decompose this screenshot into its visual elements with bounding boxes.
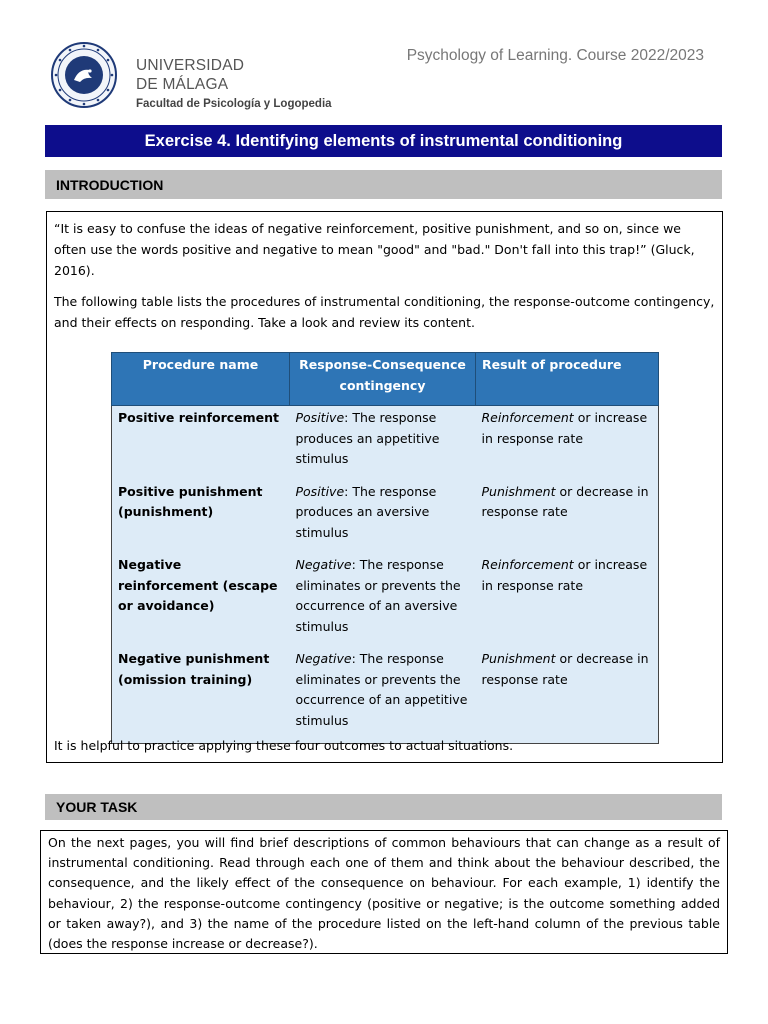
result-type: Reinforcement — [481, 410, 574, 425]
table-row — [112, 406, 659, 482]
result-text: or increase in response rate — [481, 410, 648, 446]
contingency-sign: Positive — [295, 410, 345, 425]
procedure-cell: Negative punishment (omission training) — [112, 649, 290, 744]
contingency-cell — [290, 649, 476, 744]
result-text: or increase in response rate — [481, 557, 648, 593]
intro-paragraph: The following table lists the procedures of instrumental conditioning, the response-outcome contingency, and their effects on responding. Take a look and review its content. — [54, 294, 715, 330]
course-label: Psychology of Learning. Course 2022/2023 — [406, 47, 704, 64]
header-contingency: Response-Consequence contingency — [290, 353, 476, 406]
result-type: Reinforcement — [481, 557, 574, 572]
contingency-text: : The response eliminates or prevents the occurrence of an aversive stimulus — [295, 557, 461, 634]
contingency-text: : The response produces an appetitive stimulus — [295, 410, 440, 466]
introduction-heading: INTRODUCTION — [45, 170, 722, 199]
introduction-box — [46, 211, 723, 763]
task-text: On the next pages, you will find brief descriptions of common behaviours that can change as a result of instrumental conditioning. Read through each one of them and think about the behaviour described, the consequence, and the likely effect of the consequence on behaviour. For each example, 1) identify the behaviour, 2) the response-outcome contingency (positive or negative; is the outcome something added or taken away?), and 3) the name of the procedure listed on the left-hand column of the previous table (does the response increase or decrease?). — [48, 835, 720, 952]
contingency-text: : The response eliminates or prevents the occurrence of an appetitive stimulus — [295, 651, 468, 728]
table-row — [112, 482, 659, 556]
contingency-sign: Negative — [295, 557, 352, 572]
contingency-cell — [290, 482, 476, 556]
result-text: or decrease in response rate — [481, 651, 649, 687]
procedures-table — [111, 352, 659, 744]
task-box — [40, 830, 728, 954]
faculty-name: Facultad de Psicología y Logopedia — [136, 98, 332, 110]
header-result: Result of procedure — [476, 353, 659, 406]
header-procedure-name: Procedure name — [112, 353, 290, 406]
table-header-row — [112, 353, 659, 406]
university-name — [136, 56, 244, 94]
procedure-cell: Positive punishment (punishment) — [112, 482, 290, 556]
table-row — [112, 649, 659, 744]
result-cell — [476, 406, 659, 482]
result-cell — [476, 555, 659, 649]
contingency-cell — [290, 406, 476, 482]
contingency-cell — [290, 555, 476, 649]
contingency-sign: Negative — [295, 651, 352, 666]
gluck-quote: “It is easy to confuse the ideas of negative reinforcement, positive punishment, and so on, since we often use the words positive and negative to mean "good" and "bad." Don't fall into this trap!” (Gluck, 2016). — [54, 221, 695, 278]
university-seal-icon — [46, 42, 122, 108]
result-cell — [476, 649, 659, 744]
result-cell — [476, 482, 659, 556]
university-name-line1: UNIVERSIDAD — [136, 57, 245, 74]
procedure-cell: Negative reinforcement (escape or avoidance) — [112, 555, 290, 649]
task-heading: YOUR TASK — [45, 794, 722, 820]
university-name-line2: DE MÁLAGA — [136, 76, 229, 93]
closing-sentence: It is helpful to practice applying these four outcomes to actual situations. — [54, 738, 514, 753]
result-type: Punishment — [481, 483, 556, 499]
result-text: or decrease in response rate — [481, 483, 649, 519]
table-row — [112, 555, 659, 649]
contingency-text: : The response produces an aversive stimulus — [295, 483, 437, 540]
exercise-title: Exercise 4. Identifying elements of instrumental conditioning — [45, 125, 722, 157]
contingency-sign: Positive — [295, 483, 345, 499]
procedure-cell: Positive reinforcement — [112, 406, 290, 482]
result-type: Punishment — [481, 651, 556, 666]
